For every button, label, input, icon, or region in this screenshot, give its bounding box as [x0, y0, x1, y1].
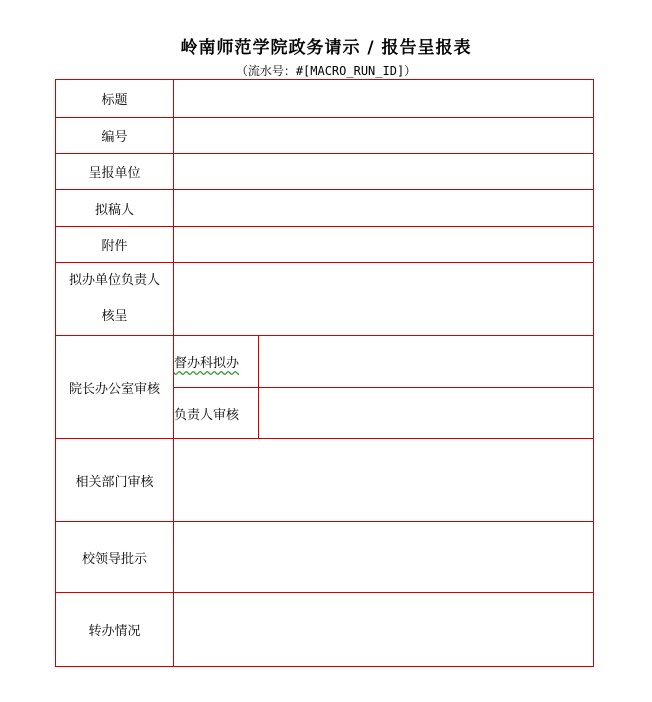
row-leader-instruction [56, 522, 594, 593]
unit-head-field[interactable] [174, 263, 594, 336]
president-office-label: 院长办公室审核 [56, 336, 174, 439]
related-dept-field[interactable] [174, 439, 594, 522]
submitting-unit-label: 呈报单位 [56, 154, 174, 190]
attachment-label: 附件 [56, 227, 174, 263]
head-review-label: 负责人审核 [174, 388, 259, 439]
serial-number: （流水号：#[MACRO_RUN_ID]） [235, 64, 417, 78]
supervision-label-cell [174, 336, 259, 388]
supervision-label: 督办科拟办 [174, 356, 240, 371]
subject-label: 标题 [56, 80, 174, 118]
form-title: 岭南师范学院政务请示 / 报告呈报表 [180, 38, 472, 58]
row-attachment [56, 227, 594, 263]
number-label: 编号 [56, 118, 174, 154]
unit-head-label-line1: 拟办单位负责人 [68, 273, 160, 288]
transfer-status-field[interactable] [174, 593, 594, 667]
head-review-field[interactable] [259, 388, 594, 439]
submitting-unit-field[interactable] [174, 154, 594, 190]
row-related-dept [56, 439, 594, 522]
row-supervision [56, 336, 594, 388]
row-unit-head [56, 263, 594, 336]
drafter-field[interactable] [174, 190, 594, 227]
row-drafter [56, 190, 594, 227]
row-number [56, 118, 594, 154]
leader-instruction-label: 校领导批示 [56, 522, 174, 593]
unit-head-label [56, 263, 174, 336]
approval-form-table [55, 79, 594, 667]
row-subject [56, 80, 594, 118]
row-submitting-unit [56, 154, 594, 190]
subject-field[interactable] [174, 80, 594, 118]
unit-head-label-line2: 核呈 [101, 309, 128, 324]
leader-instruction-field[interactable] [174, 522, 594, 593]
number-field[interactable] [174, 118, 594, 154]
drafter-label: 拟稿人 [56, 190, 174, 227]
supervision-field[interactable] [259, 336, 594, 388]
transfer-status-label: 转办情况 [56, 593, 174, 667]
row-transfer-status [56, 593, 594, 667]
related-dept-label: 相关部门审核 [56, 439, 174, 522]
attachment-field[interactable] [174, 227, 594, 263]
